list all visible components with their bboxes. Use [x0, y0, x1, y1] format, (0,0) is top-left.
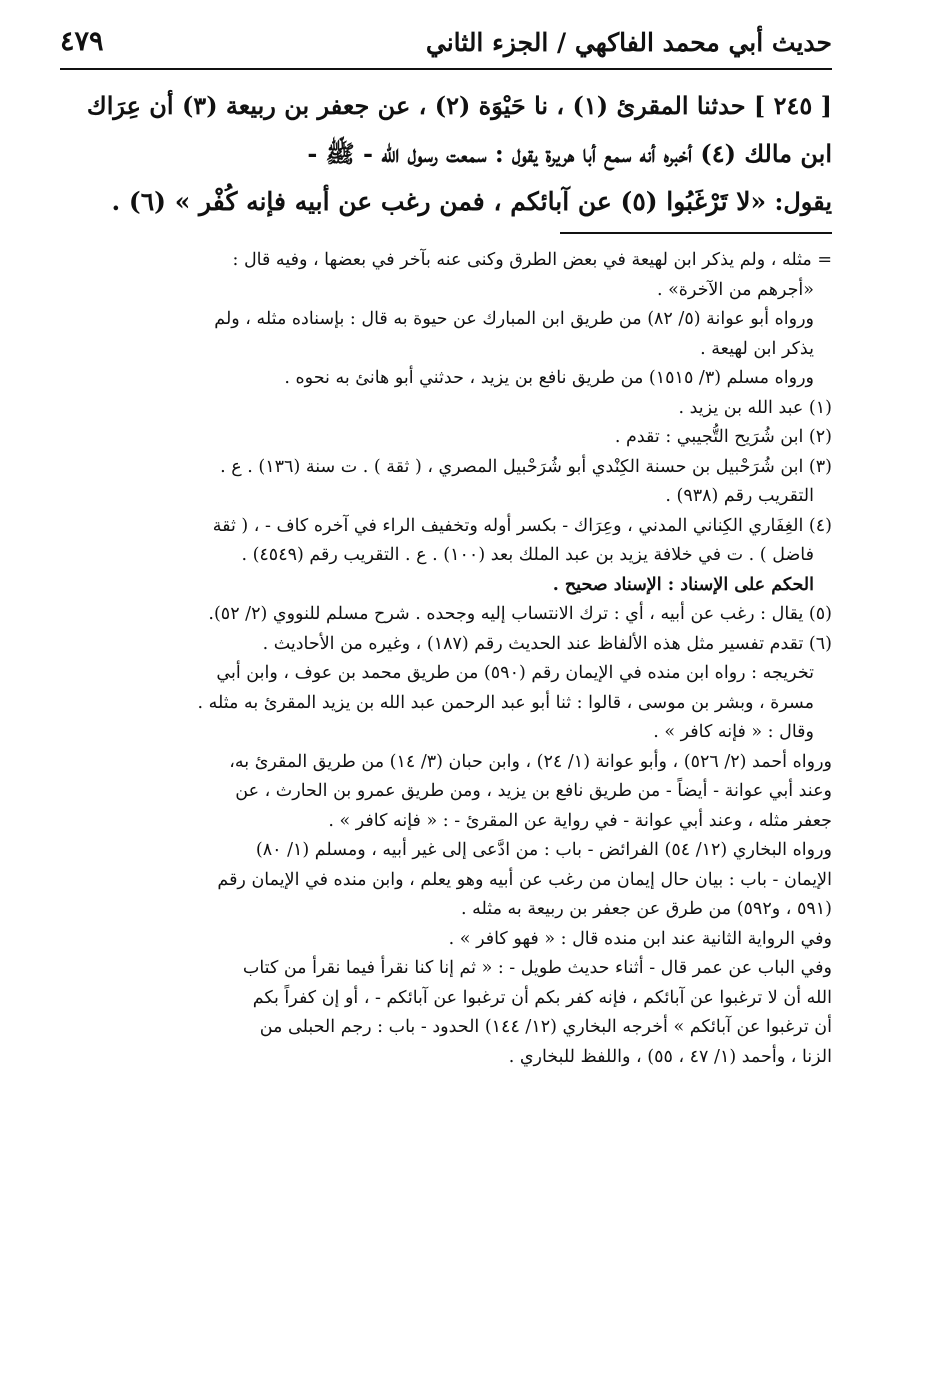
footnote-line: جعفر مثله ، وعند أبي عوانة - في رواية عن المقرئ - : « فإنه كافر » .: [328, 810, 832, 831]
footnote-separator: [560, 232, 832, 234]
hadith-intro: يقول:: [774, 187, 832, 216]
footnote-line: (٤) الغِفَاري الكِناني المدني ، وعِرَاك - بكسر أوله وتخفيف الراء في آخره كاف - ، ( ثقة: [212, 515, 832, 536]
footnote-line: «أجرهم من الآخرة» .: [656, 279, 814, 300]
footnote-line: الله أن لا ترغبوا عن آبائكم ، فإنه كفر بكم أن ترغبوا عن آبائكم - ، أو إن كفراً بكم: [252, 987, 832, 1008]
footnotes: [60, 246, 832, 1072]
footnote-line: وفي الباب عن عمر قال - أثناء حديث طويل - : « ثم إنا كنا نقرأ فيما نقرأ من كتاب: [242, 958, 832, 978]
footnote-line: فاضل ) . ت في خلافة يزيد بن عبد الملك بعد (١٠٠) . ع . التقريب رقم (٤٥٤٩) .: [241, 545, 814, 565]
footnote-line: ورواه أبو عوانة (٥/ ٨٢) من طريق ابن المبارك عن حيوة به قال : بإسناده مثله ، ولم: [214, 309, 814, 329]
footnote-line: (١) عبد الله بن يزيد .: [678, 397, 832, 418]
hadith-matn: «لا تَرْغَبُوا (٥) عن آبائكم ، فمن رغب عن أبيه فإنه كُفْر » (٦) .: [111, 187, 767, 216]
footnote-line: (٢) ابن شُرَيح التُّجيبي : تقدم .: [614, 427, 832, 447]
footnote-line: أن ترغبوا عن آبائكم » أخرجه البخاري (١٢/ ١٤٤) الحدود - باب : رجم الحبلى من: [259, 1017, 832, 1037]
takhrij-line: تخريجه : رواه ابن منده في الإيمان رقم (٥٩٠) من طريق محمد بن عوف ، وابن أبي: [216, 663, 814, 683]
hadith-line-1: [ ٢٤٥ ] حدثنا المقرئ (١) ، نا حَيْوَة (٢) ، عن جعفر بن ربيعة (٣) أن عِرَاك: [86, 91, 832, 120]
footnote-line: = مثله ، ولم يذكر ابن لهيعة في بعض الطرق وكنى عنه بآخر في بعضها ، وفيه قال :: [232, 250, 832, 270]
footnote-line: يذكر ابن لهيعة .: [700, 338, 814, 359]
hadith-text: [60, 82, 832, 226]
hadith-line-3: [60, 178, 832, 226]
footnote-line: الإيمان - باب : بيان حال إيمان من رغب عن أبيه وهو يعلم ، وابن منده في الإيمان رقم: [217, 869, 832, 890]
footnote-line: (٣) ابن شُرَحْبيل بن حسنة الكِنْدي أبو شُرَحْبيل المصري ، ( ثقة ) . ت سنة (١٣٦) . ع .: [220, 456, 832, 477]
footnote-line: (٥) يقال : رغب عن أبيه ، أي : ترك الانتساب إليه وجحده . شرح مسلم للنووي (٢/ ٥٢).: [208, 604, 832, 624]
hadith-line-2: ابن مالك (٤) أخبره أنه سمع أبا هريرة يقول : سمعت رسول الله - ﷺ -: [307, 139, 832, 168]
footnote-line: ورواه أحمد (٢/ ٥٢٦) ، وأبو عوانة (١/ ٢٤) ، وابن حبان (٣/ ١٤) من طريق المقرئ به،: [229, 751, 832, 772]
footnote-line: الزنا ، وأحمد (١/ ٤٧ ، ٥٥) ، واللفظ للبخاري .: [508, 1046, 832, 1067]
footnote-line: وفي الرواية الثانية عند ابن منده قال : « فهو كافر » .: [448, 928, 832, 949]
footnote-line: (٦) تقدم تفسير مثل هذه الألفاظ عند الحديث رقم (١٨٧) ، وغيره من الأحاديث .: [262, 633, 832, 654]
running-title: حديث أبي محمد الفاكهي / الجزء الثاني: [425, 28, 832, 57]
footnote-line: وعند أبي عوانة - أيضاً - من طريق نافع بن يزيد ، ومن طريق عمرو بن الحارث ، عن: [235, 781, 832, 801]
footnote-line: ورواه مسلم (٣/ ١٥١٥) من طريق نافع بن يزيد ، حدثني أبو هانئ به نحوه .: [284, 368, 814, 388]
footnote-line: وقال : « فإنه كافر » .: [653, 722, 814, 742]
footnote-line: ورواه البخاري (١٢/ ٥٤) الفرائض - باب : من ادَّعى إلى غير أبيه ، ومسلم (١/ ٨٠): [255, 840, 832, 860]
footnote-line: التقريب رقم (٩٣٨) .: [665, 486, 814, 506]
footnote-line: (٥٩١ ، و٥٩٢) من طرق عن جعفر بن ربيعة به مثله .: [460, 899, 832, 919]
footnote-line: مسرة ، وبشر بن موسى ، قالوا : ثنا أبو عبد الرحمن عبد الله بن يزيد المقرئ به مثله .: [197, 692, 814, 713]
page-number: ٤٧٩: [60, 26, 104, 57]
ruling-line: الحكم على الإسناد : الإسناد صحيح .: [552, 574, 814, 595]
page-header: [60, 18, 832, 70]
